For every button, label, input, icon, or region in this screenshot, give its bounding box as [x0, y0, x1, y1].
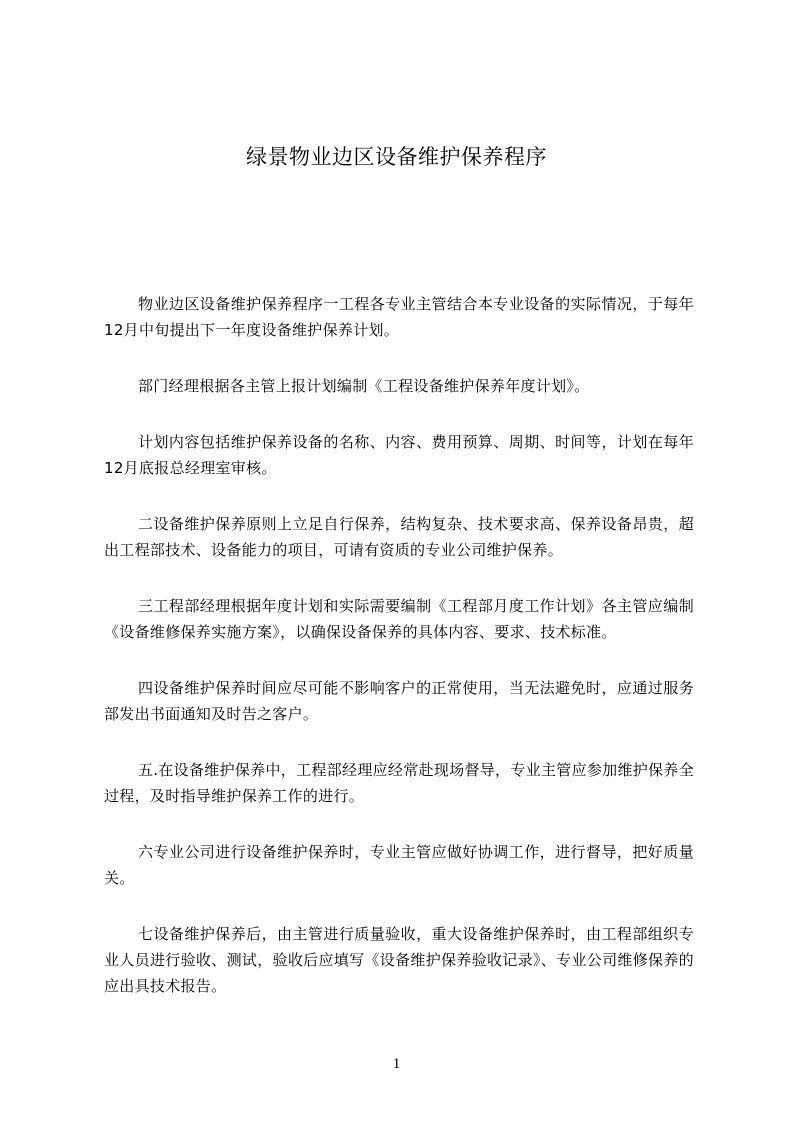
paragraph-7: 五.在设备维护保养中，工程部经理应经常赴现场督导，专业主管应参加维护保养全过程，及时指导维护保养工作的进行。: [104, 761, 694, 805]
paragraph-4: 二设备维护保养原则上立足自行保养，结构复杂、技术要求高、保养设备昂贵，超出工程部技术、设备能力的项目，可请有资质的专业公司维护保养。: [104, 515, 694, 559]
paragraph-2: 部门经理根据各主管上报计划编制《工程设备维护保养年度计划》。: [138, 377, 590, 395]
paragraph-9: 七设备维护保养后，由主管进行质量验收，重大设备维护保养时，由工程部组织专业人员进行验收、测试，验收后应填写《设备维护保养验收记录》、专业公司维修保养的应出具技术报告。: [104, 925, 694, 995]
document-body: [104, 291, 694, 1029]
paragraph-5: 三工程部经理根据年度计划和实际需要编制《工程部月度工作计划》各主管应编制《设备维修保养实施方案》，以确保设备保养的具体内容、要求、技术标准。: [104, 597, 694, 641]
document-title: 绿景物业边区设备维护保养程序: [246, 145, 547, 169]
paragraph-6: 四设备维护保养时间应尽可能不影响客户的正常使用，当无法避免时，应通过服务部发出书面通知及时告之客户。: [104, 679, 694, 723]
paragraph-8: 六专业公司进行设备维护保养时，专业主管应做好协调工作，进行督导，把好质量关。: [104, 843, 694, 887]
paragraph-1: 物业边区设备维护保养程序一工程各专业主管结合本专业设备的实际情况，于每年12月中旬提出下一年度设备维护保养计划。: [104, 295, 694, 339]
page-number: 1: [392, 1056, 401, 1072]
paragraph-3: 计划内容包括维护保养设备的名称、内容、费用预算、周期、时间等，计划在每年12月底报总经理室审核。: [104, 433, 694, 477]
